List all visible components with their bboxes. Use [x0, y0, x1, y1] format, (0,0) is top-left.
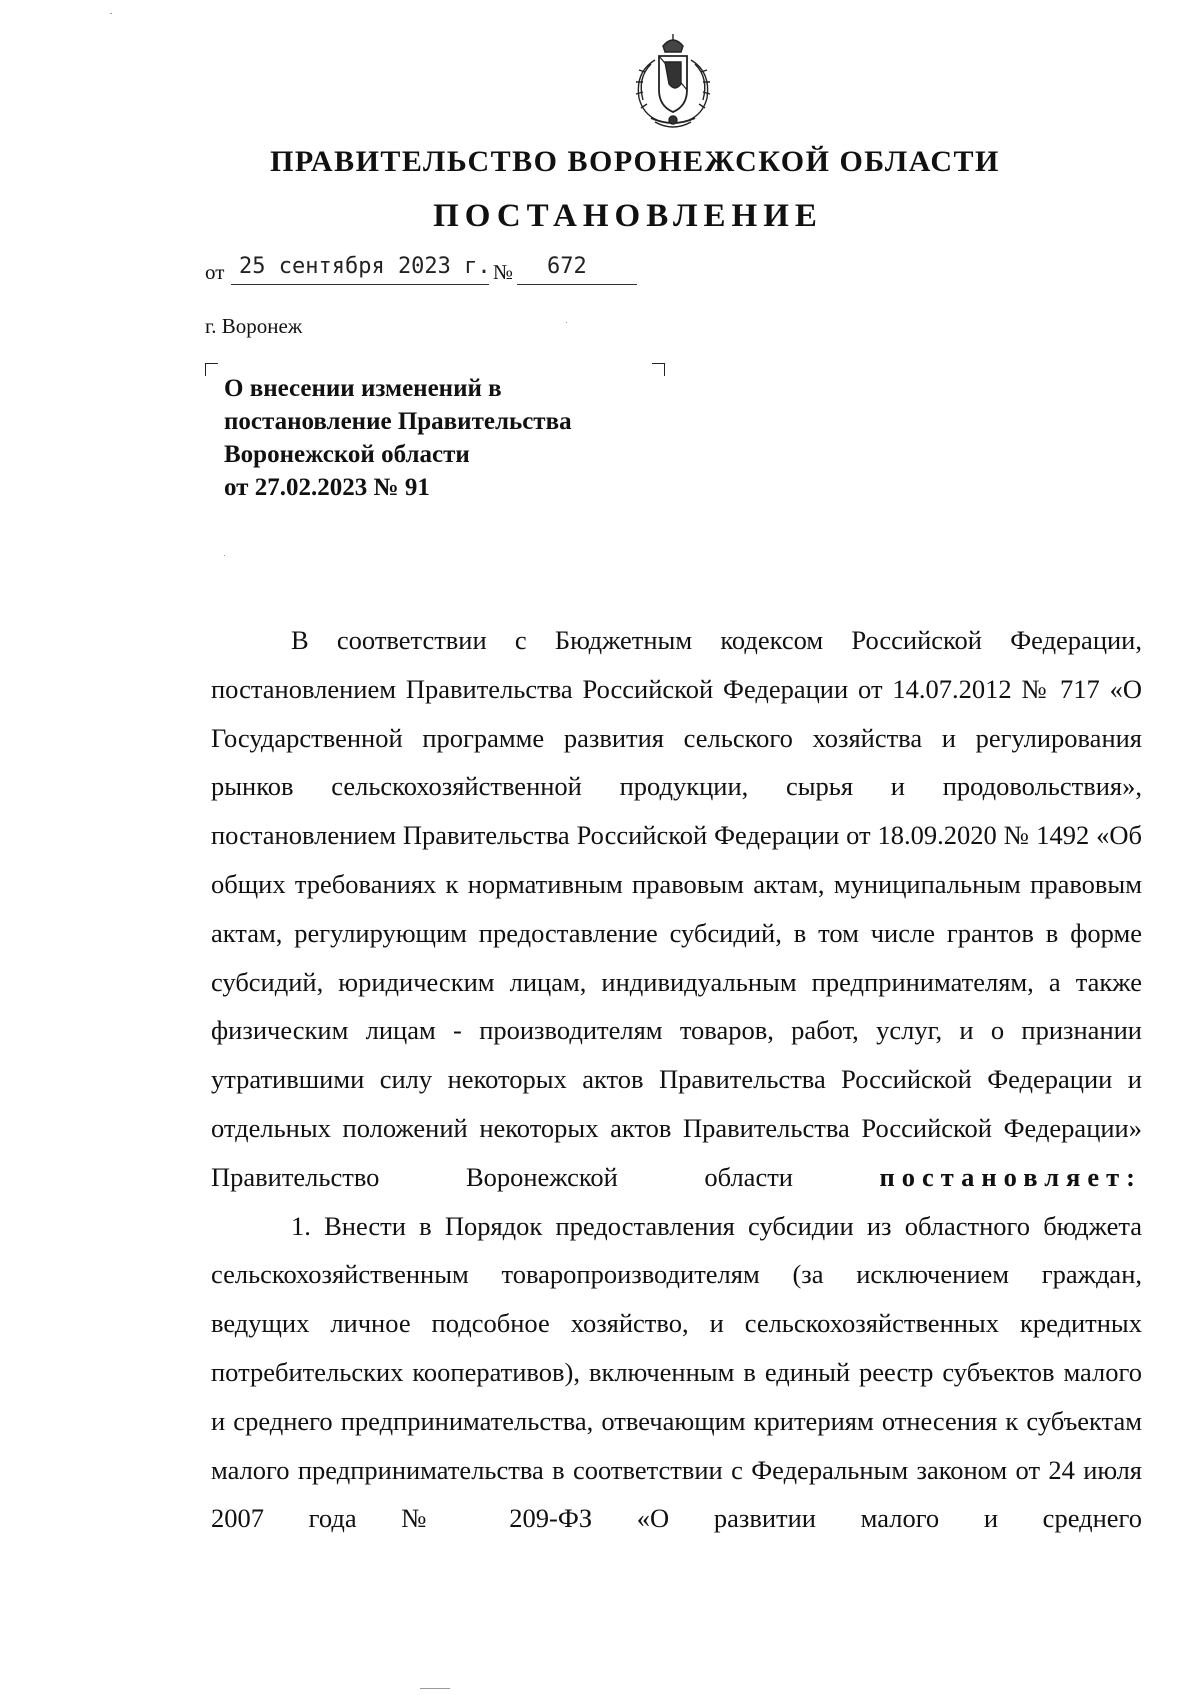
voronezh-coat-of-arms-icon [625, 32, 721, 132]
preamble-text: В соответствии с Бюджетным кодексом Российской Федерации, постановлением Правительства Российской Федерации от 14.07.2012 № 717 «О Государственной программе развития сельского хозяйства и регулирования рынков сельскохозяйственной продукции, сырья и продовольствия», постановлением Правительства Российской Федерации от 18.09.2020 № 1492 «Об общих требованиях к нормативным правовым актам, муниципальным правовым актам, регулирующим предоставление субсидий, в том числе грантов в форме субсидий, юридическим лицам, индивидуальным предпринимателям, а также физическим лицам - производителям товаров, работ, услуг, и о признании утратившими силу некоторых актов Правительства Российской Федерации и отдельных положений некоторых актов Правительства Российской Федерации» Правительство Воронежской области [211, 625, 1142, 1192]
subject-line: от 27.02.2023 № 91 [224, 474, 430, 501]
document-date: 25 сентября 2023 г. [239, 254, 491, 279]
item-1-paragraph: 1. Внести в Порядок предоставления субсидии из областного бюджета сельскохозяйственным товаропроизводителям (за исключением граждан, ведущих личное подсобное хозяйство, и сельскохозяйственных кредитных потребительских кооперативов), включенным в единый реестр субъектов малого и среднего предпринимательства, отвечающим критериям отнесения к субъектам малого предпринимательства в соответствии с Федеральным законом от 24 июля 2007 года № 209-ФЗ «О развитии малого и среднего [211, 1210, 1142, 1534]
dateline [205, 254, 587, 285]
document-body [211, 616, 1142, 1543]
document-type: ПОСТАНОВЛЕНИЕ [433, 198, 823, 234]
issuing-authority: ПРАВИТЕЛЬСТВО ВОРОНЕЖСКОЙ ОБЛАСТИ [270, 145, 1000, 178]
decree-word: постановляет: [879, 1161, 1142, 1192]
subject-line: О внесении изменений в [224, 375, 502, 402]
number-label: № [493, 260, 514, 284]
city: г. Воронеж [205, 314, 303, 338]
subject-line: постановление Правительства [224, 408, 572, 435]
preamble-paragraph [211, 616, 1142, 1202]
subject-bracket-left [205, 363, 218, 376]
date-prefix: от [205, 260, 225, 284]
document-number: 672 [547, 254, 587, 279]
subject-bracket-right [652, 363, 665, 376]
subject-line: Воронежской области [224, 441, 470, 468]
document-subject [224, 372, 572, 504]
